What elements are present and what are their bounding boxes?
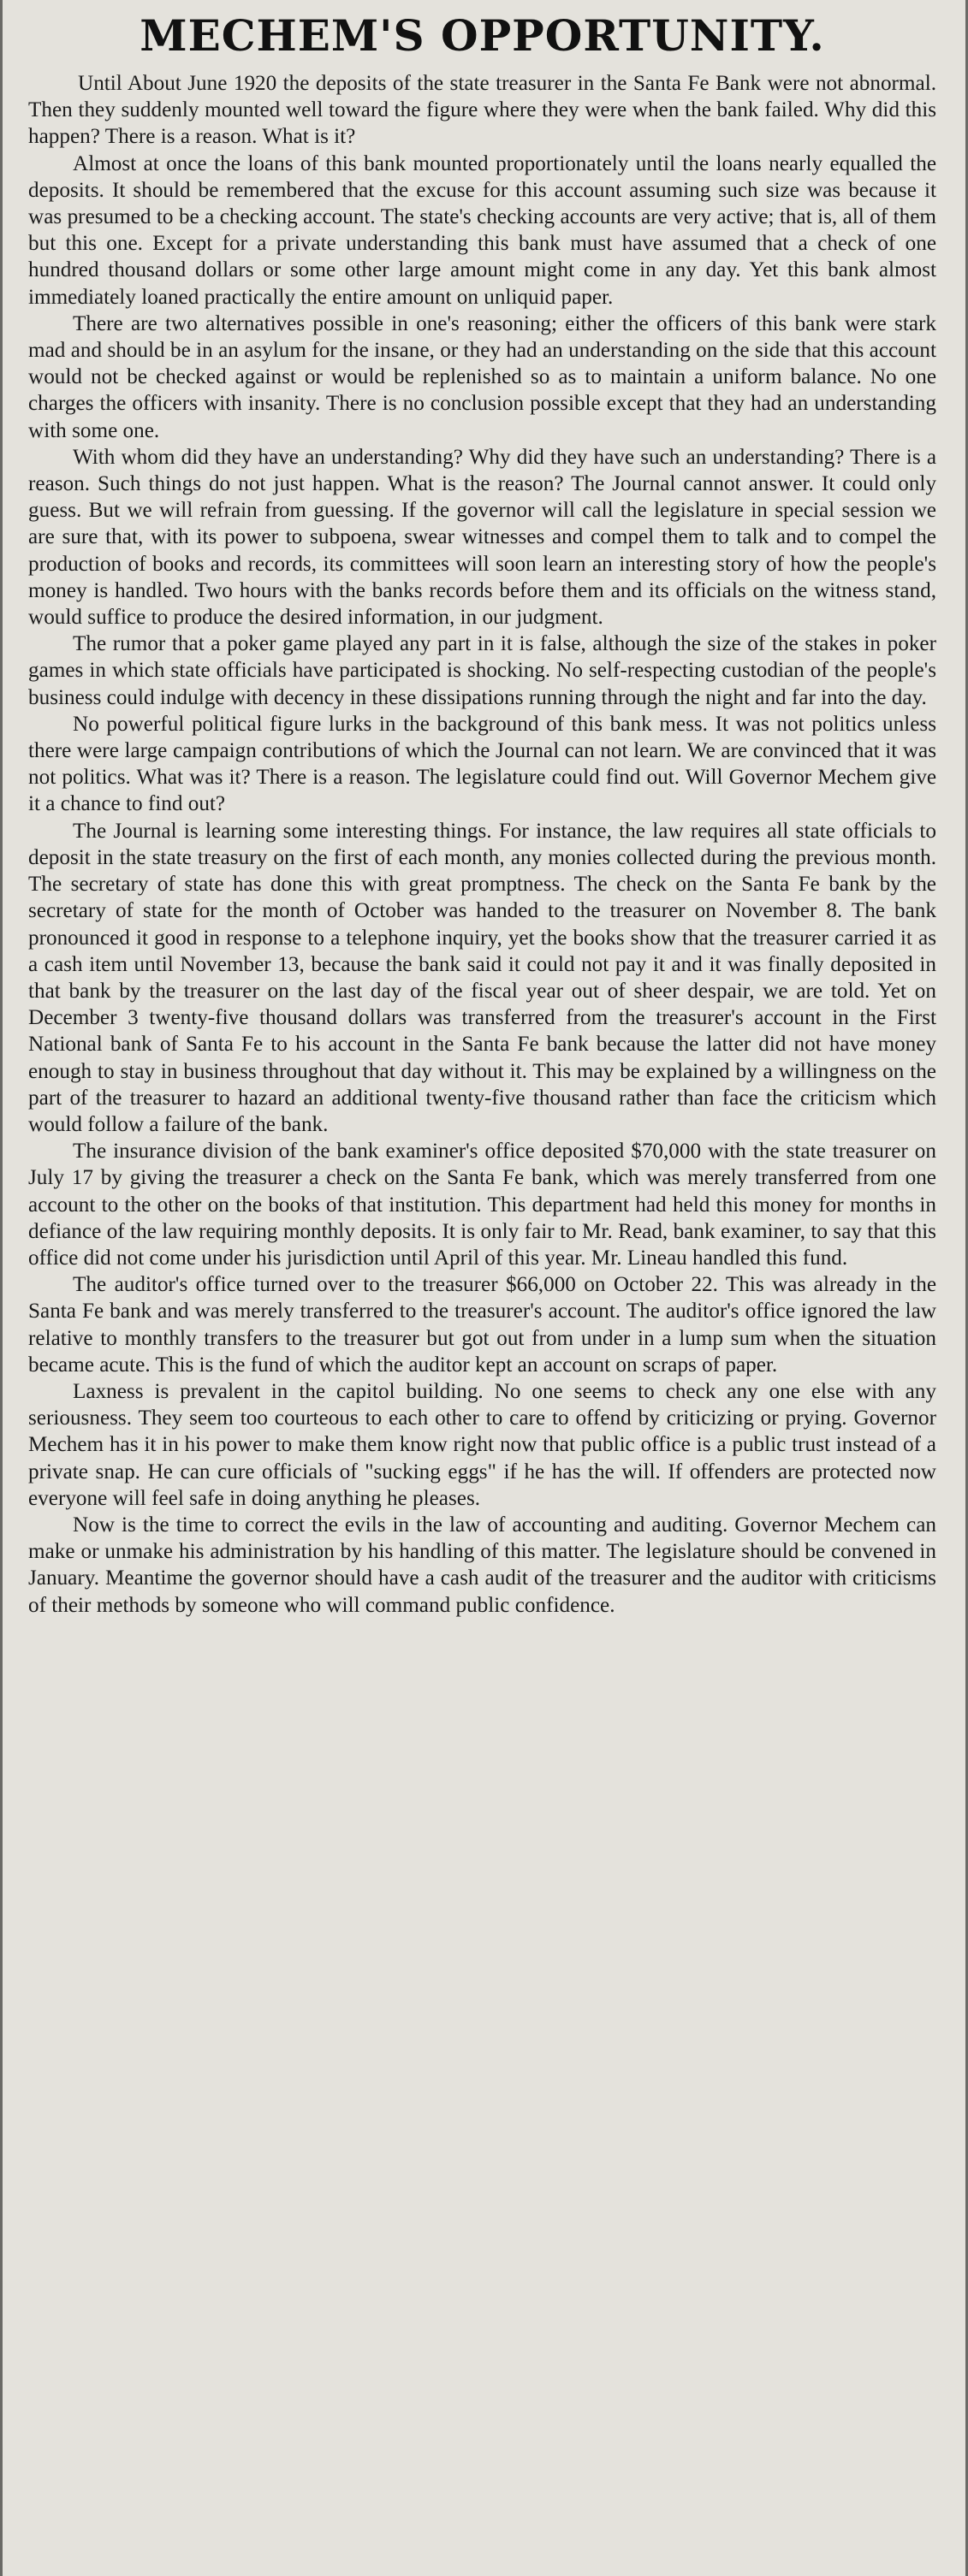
paragraph-3: There are two alternatives possible in one's reasoning; either the officers of this bank were stark mad and should be in an asylum for the insane, or they had an understanding on the side that this account would not be checked against or would be replenished so as to maintain a uniform balance. No one charges the officers with insanity. There is no conclusion possible except that they had an understanding with some one. xyxy=(28,311,936,442)
paragraph-8: The insurance division of the bank examiner's office deposited $70,000 with the state treasurer on July 17 by giving the treasurer a check on the Santa Fe bank, which was merely transferred from one account to the other on the books of that institution. This department had held this money for months in defiance of the law requiring monthly deposits. It is only fair to Mr. Read, bank examiner, to say that this office did not come under his jurisdiction until April of this year. Mr. Lineau handled this fund. xyxy=(28,1140,936,1270)
paragraph-4: With whom did they have an understanding? Why did they have such an understanding? There is a reason. Such things do not just happen. What is the reason? The Journal cannot answer. It could only guess. But we will refrain from guessing. If the governor will call the legislature in special session we are sure that, with its power to subpoena, swear witnesses and compel them to talk and to compel the production of books and records, its committees will soon learn an interesting story of how the people's money is handled. Two hours with the banks records before them and its officials on the witness stand, would suffice to produce the desired information, in our judgment. xyxy=(28,445,936,630)
article-body xyxy=(28,70,936,1619)
paragraph-7: The Journal is learning some interesting things. For instance, the law requires all state officials to deposit in the state treasury on the first of each month, any monies collected during the previous month. The secretary of state has done this with great promptness. The check on the Santa Fe bank by the secretary of state for the month of October was handed to the treasurer on November 8. The bank pronounced it good in response to a telephone inquiry, yet the books show that the treasurer carried it as a cash item until November 13, because the bank said it could not pay it and it was finally deposited in that bank by the treasurer on the last day of the fiscal year out of sheer despair, we are told. Yet on December 3 twenty-five thousand dollars was transferred from the treasurer's account in the First National bank of Santa Fe to his account in the Santa Fe bank because the latter did not have money enough to stay in business throughout that day without it. This may be explained by a willingness on the part of the treasurer to hazard an additional twenty-five thousand rather than face the criticism which would follow a failure of the bank. xyxy=(28,819,936,1136)
paragraph-2: Almost at once the loans of this bank mounted proportionately until the loans nearly equalled the deposits. It should be remembered that the excuse for this account assuming such size was because it was presumed to be a checking account. The state's checking accounts are very active; that is, all of them but this one. Except for a private understanding this bank must have assumed that a check of one hundred thousand dollars or some other large amount might come in any day. Yet this bank almost immediately loaned practically the entire amount on unliquid paper. xyxy=(28,151,936,309)
paragraph-11: Now is the time to correct the evils in the law of accounting and auditing. Governor Mechem can make or unmake his administration by his handling of this matter. The legislature should be convened in January. Meantime the governor should have a cash audit of the treasurer and the auditor with criticisms of their methods by someone who will command public confidence. xyxy=(28,1513,936,1617)
paragraph-1: Until About June 1920 the deposits of the state treasurer in the Santa Fe Bank were not abnormal. Then they suddenly mounted well toward the figure where they were when the bank failed. Why did this happen? There is a reason. What is it? xyxy=(28,72,936,149)
paragraph-5: The rumor that a poker game played any part in it is false, although the size of the stakes in poker games in which state officials have participated is shocking. No self-respecting custodian of the people's business could indulge with decency in these dissipations running through the night and far into the day. xyxy=(28,632,936,709)
paragraph-9: The auditor's office turned over to the treasurer $66,000 on October 22. This was already in the Santa Fe bank and was merely transferred to the treasurer's account. The auditor's office ignored the law relative to monthly transfers to the treasurer but got out from under in a lump sum when the situation became acute. This is the fund of which the auditor kept an account on scraps of paper. xyxy=(28,1273,936,1377)
paragraph-10: Laxness is prevalent in the capitol building. No one seems to check any one else with any seriousness. They seem too courteous to each other to care to offend by criticizing or prying. Governor Mechem has it in his power to make them know right now that public office is a public trust instead of a private snap. He can cure officials of "sucking eggs" if he has the will. If offenders are protected now everyone will feel safe in doing anything he pleases. xyxy=(28,1379,936,1510)
paragraph-6: No powerful political figure lurks in the background of this bank mess. It was not politics unless there were large campaign contributions of which the Journal can not learn. We are convinced that it was not politics. What was it? There is a reason. The legislature could find out. Will Governor Mechem give it a chance to find out? xyxy=(28,712,936,816)
headline: MECHEM'S OPPORTUNITY. xyxy=(140,10,825,61)
